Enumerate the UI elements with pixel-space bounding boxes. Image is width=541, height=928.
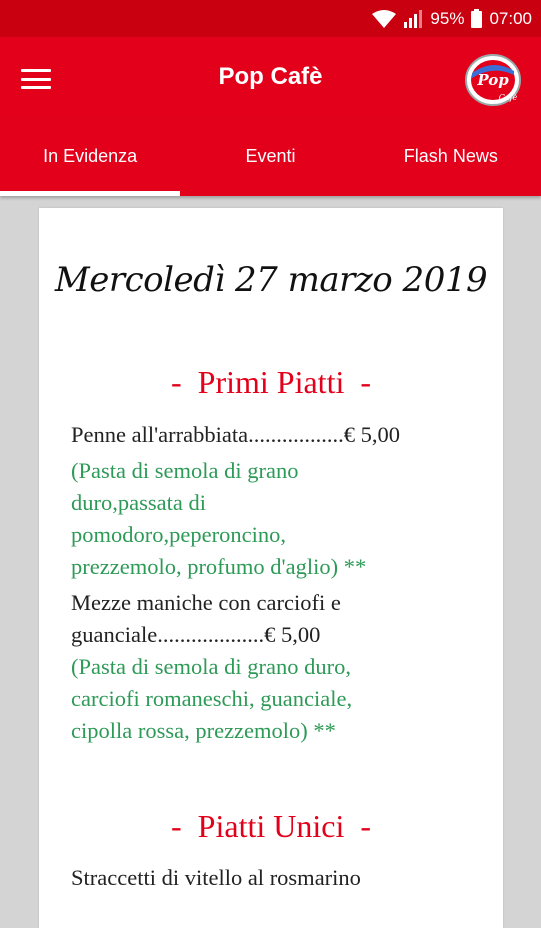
menu-item-name-line: Penne all'arrabbiata.................€ 5,00	[71, 422, 400, 447]
svg-text:Cafè: Cafè	[498, 93, 518, 102]
menu-item-name	[71, 862, 481, 894]
battery-percent: 95%	[430, 8, 465, 28]
menu-item-description	[71, 455, 481, 583]
menu-item-description-line: (Pasta di semola di grano	[71, 458, 299, 483]
menu-item-description	[71, 651, 481, 747]
app-title: Pop Cafè	[218, 63, 323, 90]
tab-bar	[0, 120, 541, 196]
battery-icon	[471, 9, 482, 28]
signal-icon	[403, 10, 423, 28]
menu-item-name-line: Mezze maniche con carciofi e	[71, 590, 341, 615]
menu-item-description-line: pomodoro,peperoncino,	[71, 522, 286, 547]
status-bar	[0, 0, 541, 37]
menu-item-description-line: carciofi romaneschi, guanciale,	[71, 686, 353, 711]
pop-cafe-logo	[464, 53, 522, 107]
tab-eventi[interactable]: Eventi	[245, 145, 296, 166]
tab-flash-news[interactable]: Flash News	[403, 145, 498, 166]
menu-date: Mercoledì 27 marzo 2019	[54, 260, 488, 300]
menu-item-description-line: duro,passata di	[71, 490, 206, 515]
menu-item-name-line: guanciale...................€ 5,00	[71, 622, 321, 647]
menu-item-name	[71, 587, 481, 651]
menu-item-description-line: prezzemolo, profumo d'aglio) **	[71, 554, 367, 579]
section-heading-piatti-unici: - Piatti Unici -	[171, 808, 371, 844]
section-heading-primi-piatti: - Primi Piatti -	[171, 364, 371, 400]
wifi-icon	[372, 10, 396, 28]
menu-card	[39, 208, 503, 928]
menu-item-name-line: Straccetti di vitello al rosmarino	[71, 865, 361, 890]
menu-item-description-line: cipolla rossa, prezzemolo) **	[71, 718, 336, 743]
clock: 07:00	[489, 8, 532, 28]
svg-text:Pop: Pop	[477, 71, 509, 89]
app-bar	[0, 37, 541, 120]
menu-item-name	[71, 419, 481, 451]
menu-item-description-line: (Pasta di semola di grano duro,	[71, 654, 351, 679]
tab-in-evidenza[interactable]: In Evidenza	[0, 120, 180, 196]
